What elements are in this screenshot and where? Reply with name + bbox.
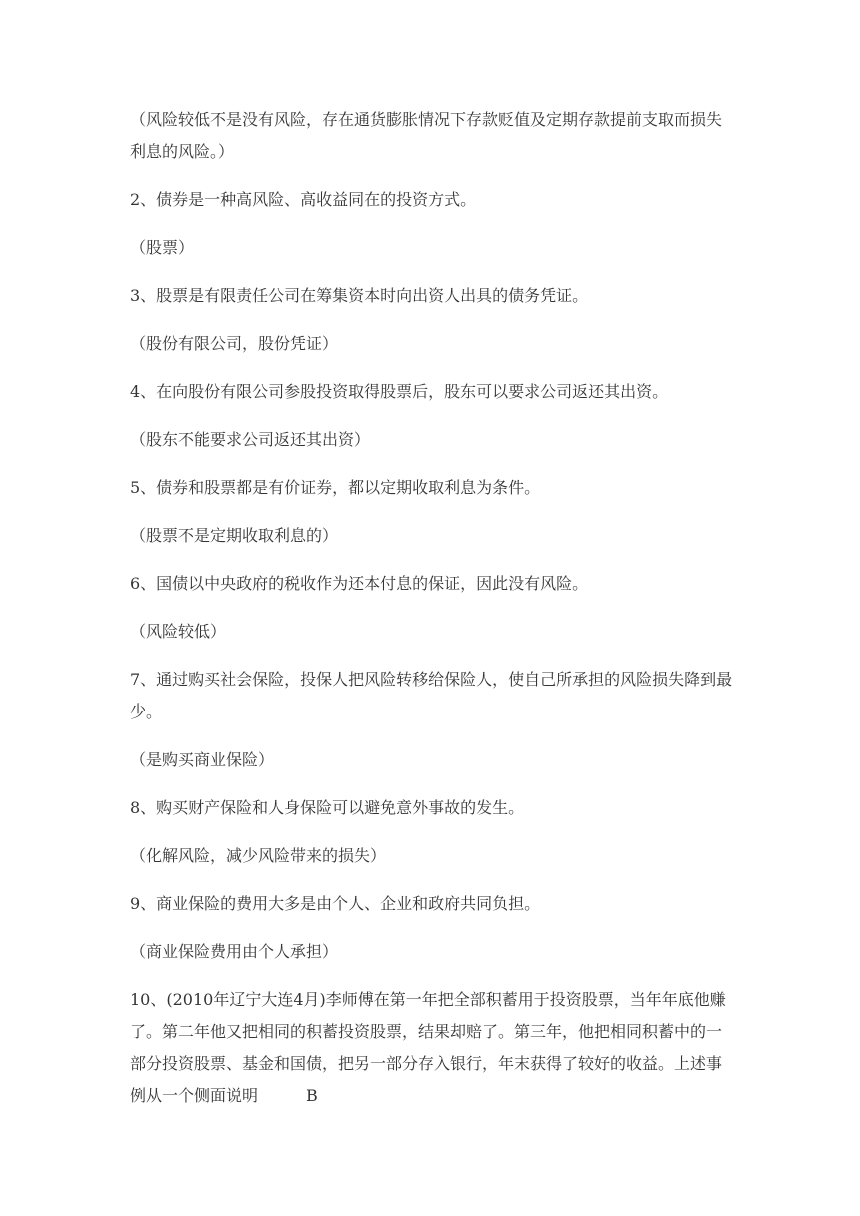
answer-note-8: （化解风险，减少风险带来的损失） [130, 846, 387, 865]
answer-note-6: （风险较低） [130, 622, 227, 641]
answer-note-5: （股票不是定期收取利息的） [130, 526, 339, 545]
question-2: 2、债券是一种高风险、高收益同在的投资方式。 [130, 190, 477, 209]
question-3: 3、股票是有限责任公司在筹集资本时向出资人出具的债务凭证。 [130, 286, 589, 305]
question-7: 7、通过购买社会保险，投保人把风险转移给保险人，使自己所承担的风险损失降到最少。 [130, 670, 733, 721]
document-body [130, 104, 735, 1128]
answer-note-7: （是购买商业保险） [130, 750, 275, 769]
question-10-answer: B [306, 1086, 318, 1105]
answer-note-3: （股份有限公司，股份凭证） [130, 334, 339, 353]
question-6: 6、国债以中央政府的税收作为还本付息的保证，因此没有风险。 [130, 574, 589, 593]
question-5: 5、债券和股票都是有价证券，都以定期收取利息为条件。 [130, 478, 541, 497]
answer-note-4: （股东不能要求公司返还其出资） [130, 430, 371, 449]
question-8: 8、购买财产保险和人身保险可以避免意外事故的发生。 [130, 798, 525, 817]
question-10 [130, 984, 735, 1112]
answer-note-1: （风险较低不是没有风险，存在通货膨胀情况下存款贬值及定期存款提前支取而损失利息的风险。） [130, 110, 723, 161]
answer-note-9: （商业保险费用由个人承担） [130, 942, 339, 961]
question-9: 9、商业保险的费用大多是由个人、企业和政府共同负担。 [130, 894, 541, 913]
question-10-text: 10、(2010年辽宁大连4月)李师傅在第一年把全部积蓄用于投资股票，当年年底他赚了。第二年他又把相同的积蓄投资股票，结果却赔了。第三年，他把相同积蓄中的一部分投资股票、基金和国债，把另一部分存入银行，年末获得了较好的收益。上述事例从一个侧面说明 [130, 990, 726, 1105]
answer-note-2: （股票） [130, 238, 195, 257]
question-4: 4、在向股份有限公司参股投资取得股票后，股东可以要求公司返还其出资。 [130, 382, 669, 401]
